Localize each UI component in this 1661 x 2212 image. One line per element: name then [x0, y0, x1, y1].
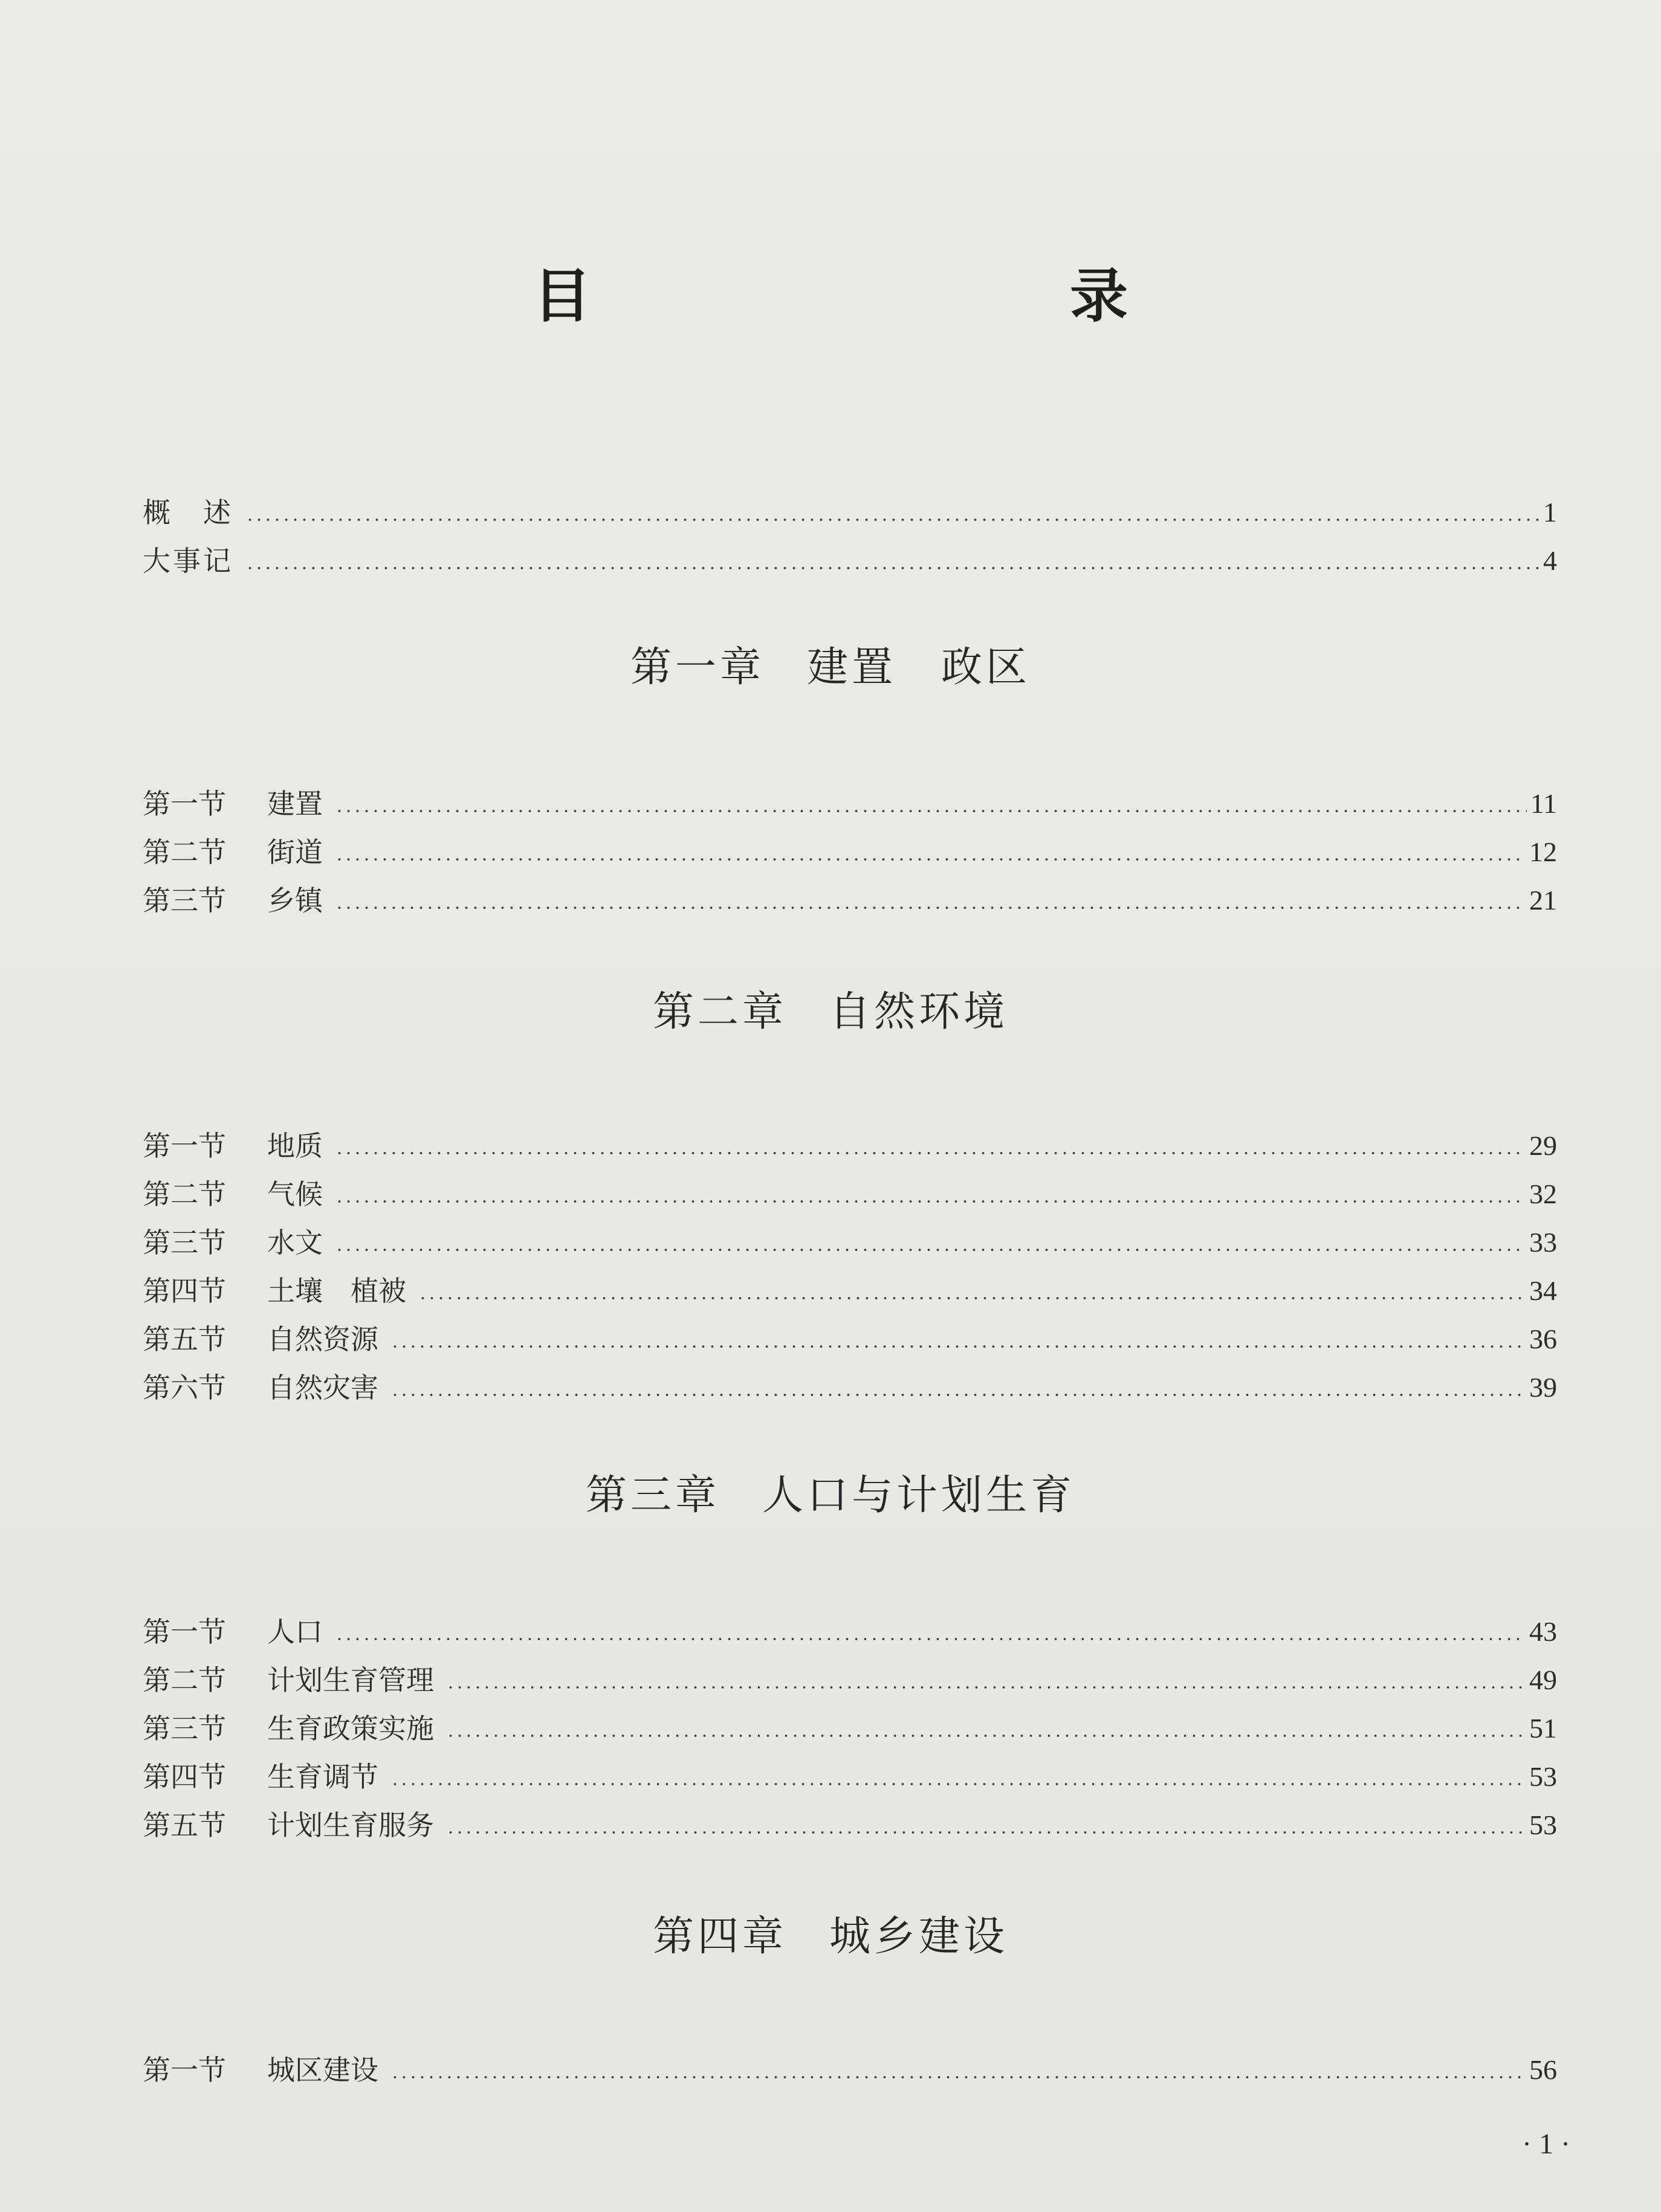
chapter-3-heading [0, 1469, 1661, 1523]
dot-leader [245, 519, 1540, 521]
section-page: 53 [1529, 1809, 1557, 1840]
toc-entry-overview[interactable] [143, 488, 1557, 531]
section-title: 街道 [267, 836, 323, 868]
toc-entry[interactable] [143, 780, 1557, 822]
chapter-number: 第三章 [585, 1472, 720, 1519]
chapter-4-heading [0, 1910, 1661, 1964]
toc-entry[interactable] [143, 1267, 1557, 1309]
toc-entry[interactable] [143, 1170, 1557, 1212]
toc-entry[interactable] [143, 828, 1557, 870]
dot-leader [245, 567, 1540, 569]
section-number: 第五节 [143, 1809, 226, 1842]
section-page: 34 [1529, 1275, 1557, 1306]
section-number: 第五节 [143, 1323, 226, 1356]
section-title: 乡镇 [267, 884, 323, 917]
chapter-title: 建置 政区 [807, 644, 1031, 691]
dot-leader [390, 2076, 1526, 2078]
dot-leader [390, 1394, 1526, 1396]
section-number: 第四节 [143, 1275, 226, 1307]
dot-leader [335, 907, 1526, 909]
section-number: 第一节 [143, 2054, 226, 2086]
toc-entry[interactable] [143, 2046, 1557, 2088]
chapter-number: 第一章 [630, 644, 765, 691]
section-page: 53 [1529, 1761, 1557, 1792]
toc-entry[interactable] [143, 1801, 1557, 1843]
dot-leader [390, 1345, 1526, 1348]
section-page: 39 [1529, 1372, 1557, 1403]
dot-leader [418, 1297, 1526, 1299]
dot-leader [446, 1831, 1526, 1834]
page-number: · 1 · [1522, 2128, 1570, 2160]
dot-leader [335, 810, 1527, 812]
dot-leader [335, 858, 1526, 861]
section-title: 地质 [267, 1130, 323, 1162]
section-title: 土壤 植被 [267, 1275, 406, 1307]
section-number: 第二节 [143, 836, 226, 868]
section-title: 自然资源 [267, 1323, 378, 1356]
section-number: 第三节 [143, 1712, 226, 1745]
section-page: 29 [1529, 1130, 1557, 1161]
toc-entry[interactable] [143, 1315, 1557, 1357]
chapter-title: 人口与计划生育 [762, 1472, 1076, 1519]
section-title: 气候 [267, 1178, 323, 1211]
toc-entry[interactable] [143, 1608, 1557, 1650]
chapter-title: 城乡建设 [829, 1913, 1009, 1961]
dot-leader [335, 1638, 1526, 1640]
section-title: 计划生育管理 [267, 1664, 434, 1696]
section-page: 11 [1530, 788, 1557, 819]
toc-entry[interactable] [143, 1753, 1557, 1795]
section-page: 33 [1529, 1227, 1557, 1258]
chapter-2-heading [0, 985, 1661, 1040]
section-number: 第六节 [143, 1371, 226, 1404]
section-number: 第四节 [143, 1761, 226, 1793]
section-page: 51 [1529, 1713, 1557, 1744]
section-number: 第一节 [143, 1130, 226, 1162]
chapter-number: 第四章 [652, 1913, 787, 1961]
section-page: 32 [1529, 1179, 1557, 1209]
section-title: 自然灾害 [267, 1371, 378, 1404]
section-page: 36 [1529, 1324, 1557, 1354]
chapter-title: 自然环境 [829, 988, 1009, 1036]
dot-leader [335, 1152, 1526, 1154]
section-page: 43 [1529, 1616, 1557, 1647]
toc-entry[interactable] [143, 1363, 1557, 1406]
toc-entry[interactable] [143, 1122, 1557, 1164]
dot-leader [335, 1200, 1526, 1203]
toc-entry-chronicle[interactable] [143, 537, 1557, 579]
section-title: 生育调节 [267, 1761, 378, 1793]
section-title: 生育政策实施 [267, 1712, 434, 1745]
page-title: 目 录 [533, 262, 1249, 330]
dot-leader [446, 1735, 1526, 1737]
dot-leader [390, 1783, 1526, 1785]
dot-leader [335, 1249, 1526, 1251]
section-number: 第一节 [143, 1615, 226, 1648]
toc-entry[interactable] [143, 876, 1557, 919]
toc-entry[interactable] [143, 1656, 1557, 1698]
section-page: 49 [1529, 1664, 1557, 1695]
section-title: 城区建设 [267, 2054, 378, 2086]
section-title: 计划生育服务 [267, 1809, 434, 1842]
toc-entry[interactable] [143, 1704, 1557, 1747]
entry-page: 1 [1543, 497, 1557, 528]
section-number: 第一节 [143, 787, 226, 820]
section-number: 第二节 [143, 1178, 226, 1211]
toc-entry[interactable] [143, 1218, 1557, 1261]
section-page: 12 [1529, 836, 1557, 867]
entry-title: 大事记 [143, 545, 233, 577]
entry-title: 概 述 [143, 496, 233, 529]
chapter-1-heading [0, 641, 1661, 695]
section-number: 第三节 [143, 1226, 226, 1259]
section-page: 56 [1529, 2054, 1557, 2085]
section-title: 水文 [267, 1226, 323, 1259]
dot-leader [446, 1686, 1526, 1689]
section-title: 人口 [267, 1615, 323, 1648]
section-number: 第二节 [143, 1664, 226, 1696]
entry-page: 4 [1543, 545, 1557, 576]
section-number: 第三节 [143, 884, 226, 917]
section-page: 21 [1529, 885, 1557, 916]
section-title: 建置 [267, 787, 323, 820]
chapter-number: 第二章 [652, 988, 787, 1036]
